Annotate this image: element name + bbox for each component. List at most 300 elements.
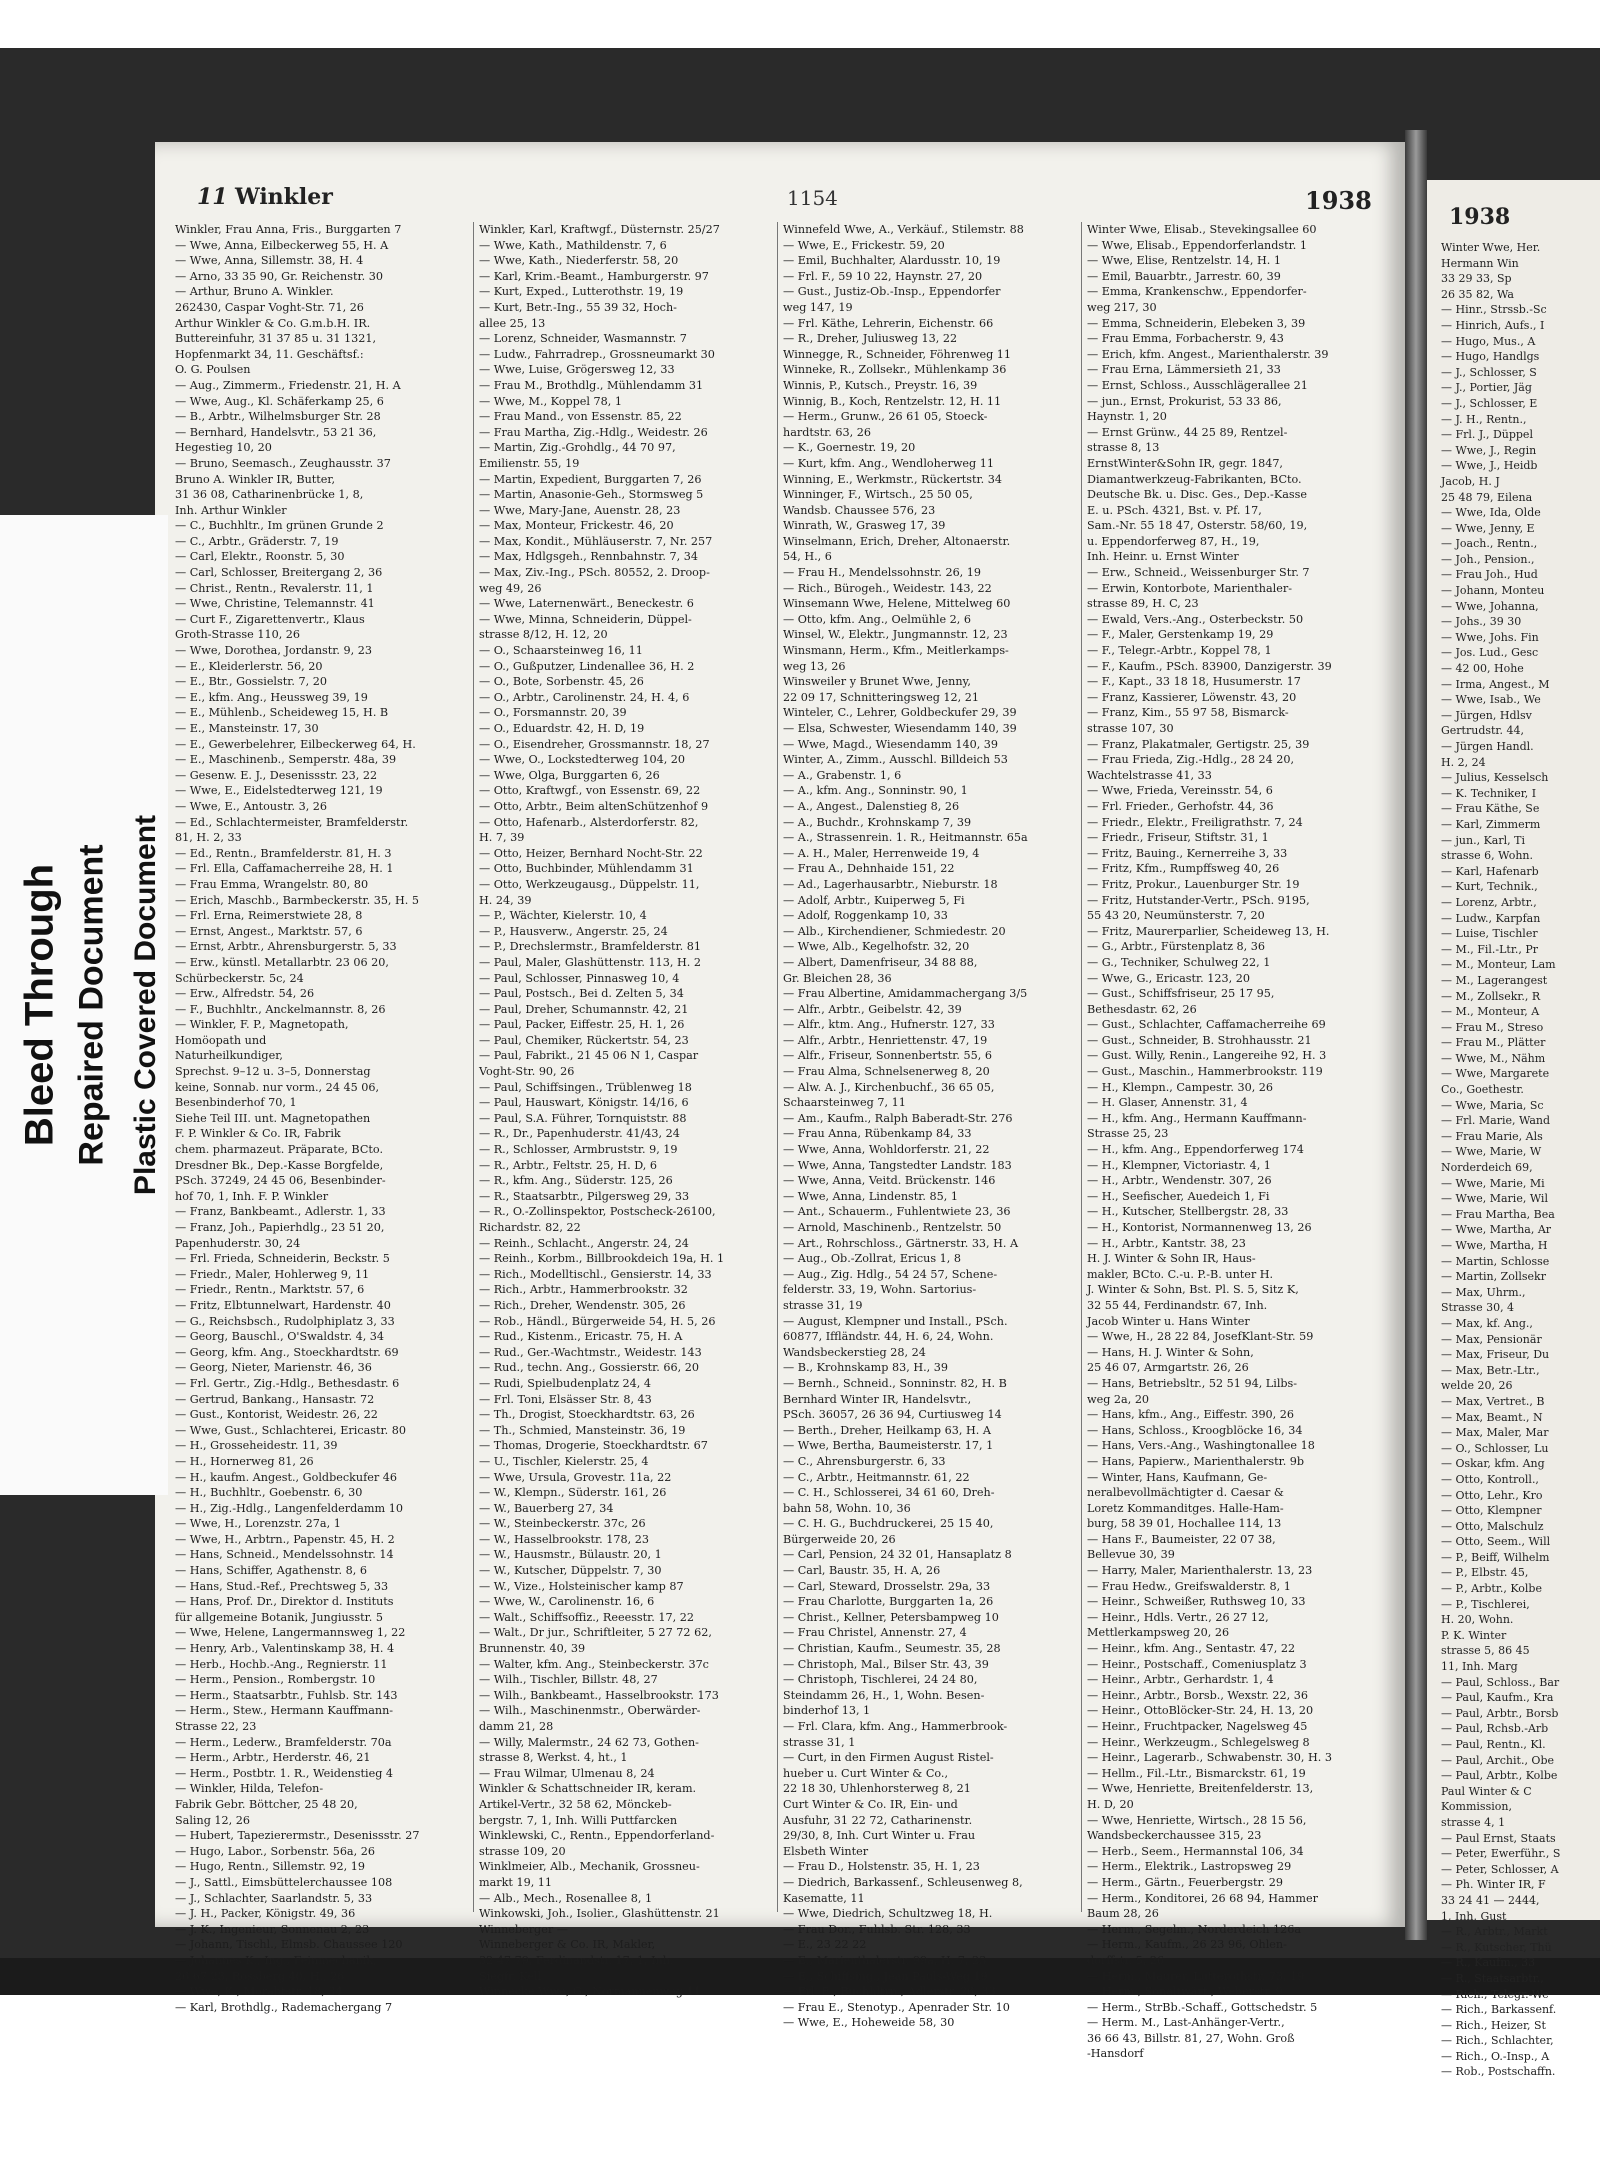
directory-entry: bergstr. 7, 1, Inh. Willi Puttfarcken <box>479 1813 678 1827</box>
facing-entry: — Joach., Rentn., <box>1441 537 1538 551</box>
directory-entry: Winsweiler y Brunet Wwe, Jenny, <box>783 675 971 689</box>
directory-entry: — Otto, Werkzeugausg., Düppelstr. 11, <box>479 877 700 891</box>
directory-entry: 60877, Iffländstr. 44, H. 6, 24, Wohn. <box>783 1330 994 1344</box>
directory-entry: H. 24, 39 <box>479 893 532 907</box>
directory-entry: — Curt, in den Firmen August Ristel- <box>783 1751 994 1765</box>
directory-entry: — Otto, Arbtr., Beim altenSchützenhof 9 <box>479 799 709 813</box>
directory-entry: — Wwe, E., Eidelstedterweg 121, 19 <box>175 784 383 798</box>
directory-entry: dorffstr. 5, 26 <box>1087 1953 1165 1967</box>
directory-entry: — Paul, Postsch., Bei d. Zelten 5, 34 <box>479 987 684 1001</box>
directory-entry: — Winter, Hans, Kaufmann, Ge- <box>1087 1470 1268 1484</box>
directory-entry: Emilienstr. 55, 19 <box>479 456 580 470</box>
facing-entry: — Max, Pensionär <box>1441 1332 1542 1346</box>
facing-entry: — Hinrich, Aufs., I <box>1441 318 1545 332</box>
directory-entry: Sam.-Nr. 55 18 47, Osterstr. 58/60, 19, <box>1087 519 1308 533</box>
facing-entry: Hermann Win <box>1441 256 1519 270</box>
directory-entry: strasse 31, 1 <box>783 1735 856 1749</box>
directory-entry: Winnis, P., Kutsch., Preystr. 16, 39 <box>783 378 978 392</box>
directory-entry: — Otto, Buchbinder, Mühlendamm 31 <box>479 862 694 876</box>
directory-entry: — Paul, Fabrikt., 21 45 06 N 1, Caspar <box>479 1049 699 1063</box>
directory-entry: — Aug., Zimmerm., Friedenstr. 21, H. A <box>175 378 401 392</box>
directory-entry: — Alfr., ktm. Ang., Hufnerstr. 127, 33 <box>783 1018 995 1032</box>
directory-entry: — Herm., Lederw., Bramfelderstr. 70a <box>175 1735 392 1749</box>
directory-entry: Winneke, R., Zollsekr., Mühlenkamp 36 <box>783 363 1007 377</box>
directory-entry: — O., Gußputzer, Lindenallee 36, H. 2 <box>479 659 695 673</box>
facing-entry: — Wwe, M., Nähm <box>1441 1051 1546 1065</box>
directory-entry: Dresdner Bk., Dep.-Kasse Borgfelde, <box>175 1158 384 1172</box>
directory-entry: Wachtelstrasse 41, 33 <box>1087 768 1212 782</box>
directory-entry: — Wwe, Minna, Schneiderin, Düppel- <box>479 612 692 626</box>
directory-entry: — A. H., Maler, Herrenweide 19, 4 <box>783 846 980 860</box>
page-header <box>155 142 1405 215</box>
directory-entry: Winsmann, Herm., Kfm., Meitlerkamps- <box>783 644 1009 658</box>
directory-entry: Saling 12, 26 <box>175 1813 250 1827</box>
facing-entry: Kommission, <box>1441 1800 1512 1814</box>
directory-entry: Deutsche Bk. u. Disc. Ges., Dep.-Kasse <box>1087 488 1307 502</box>
directory-entry: — Wwe, Henriette, Breitenfelderstr. 13, <box>1087 1782 1314 1796</box>
facing-entry: — Peter, Ewerführ., S <box>1441 1847 1561 1861</box>
directory-entry: — Wwe, Alb., Kegelhofstr. 32, 20 <box>783 940 970 954</box>
directory-entry: — Christ., Kellner, Petersbampweg 10 <box>783 1610 999 1624</box>
facing-entry: — Martin, Schlosse <box>1441 1254 1550 1268</box>
directory-entry: Steindamm 26, H., 1, Wohn. Besen- <box>783 1688 985 1702</box>
directory-entry: H. D, 20 <box>1087 1797 1134 1811</box>
directory-entry: 81, H. 2, 33 <box>175 831 242 845</box>
directory-entry: — Hans, Schloss., Kroogblöcke 16, 34 <box>1087 1423 1303 1437</box>
facing-entry: H. 20, Wohn. <box>1441 1613 1514 1627</box>
directory-entry: Winsel, W., Elektr., Jungmannstr. 12, 23 <box>783 628 1008 642</box>
directory-entry: — O., Eduardstr. 42, H. D, 19 <box>479 722 645 735</box>
directory-entry: — Heinr., Postschaff., Comeniusplatz 3 <box>1087 1657 1307 1671</box>
directory-entry: — Frl. Ella, Caffamacherreihe 28, H. 1 <box>175 862 394 876</box>
facing-entry: Winter Wwe, Her. <box>1441 241 1541 254</box>
facing-entry: 26 35 82, Wa <box>1441 287 1514 301</box>
directory-entry: Inh. Heinr. u. Ernst Winter <box>1087 550 1239 564</box>
directory-entry: — Kurt, Exped., Lutterothstr. 19, 19 <box>479 285 684 299</box>
directory-entry: Loretz Kommanditges. Halle-Ham- <box>1087 1501 1284 1515</box>
label-repaired: Repaired Document <box>72 844 111 1166</box>
directory-entry: — Reinh., Schlacht., Angerstr. 24, 24 <box>479 1236 689 1250</box>
directory-entry: — G., Reichsbsch., Rudolphiplatz 3, 33 <box>175 1314 395 1328</box>
directory-entry: — Aug., Zig. Hdlg., 54 24 57, Schene- <box>783 1267 998 1281</box>
directory-entry: — C. H. G., Buchdruckerei, 25 15 40, <box>783 1517 994 1531</box>
directory-entry: — Friedr., Friseur, Stiftstr. 31, 1 <box>1087 831 1269 845</box>
directory-entry: F. P. Winkler & Co. IR, Fabrik <box>175 1127 341 1141</box>
directory-entry: — Frau E., Stenotyp., Apenrader Str. 10 <box>783 2000 1010 2014</box>
directory-entry: Winselmann, Erich, Dreher, Altonaerstr. <box>783 534 1011 548</box>
directory-entry: hof 70, 1, Inh. F. P. Winkler <box>175 1189 329 1203</box>
column-divider <box>473 222 474 1912</box>
facing-entry: — P., Arbtr., Kolbe <box>1441 1582 1542 1596</box>
directory-entry: — Gesenw. E. J., Desenissstr. 23, 22 <box>175 768 378 782</box>
directory-entry: — Art., Rohrschloss., Gärtnerstr. 33, H. A <box>783 1236 1019 1250</box>
facing-entry: — Frl. J., Düppel <box>1441 428 1533 442</box>
directory-entry: weg 13, 26 <box>783 659 846 673</box>
directory-entry: — Herm., Gärtn., Feuerbergstr. 29 <box>1087 1875 1284 1889</box>
facing-entry: — Wwe, Martha, H <box>1441 1239 1548 1252</box>
directory-entry: — Wwe, E., Antoustr. 3, 26 <box>175 799 328 813</box>
directory-entry: — Frl. Erna, Reimerstwiete 28, 8 <box>175 909 363 923</box>
facing-entry: — jun., Karl, Ti <box>1441 833 1525 847</box>
directory-entry: — Herm., Pension., Rombergstr. 10 <box>175 1673 376 1687</box>
directory-entry: — P., Hausverw., Angerstr. 25, 24 <box>479 924 668 938</box>
directory-entry: — Adolf, Arbtr., Kuiperweg 5, Fi <box>783 893 965 907</box>
directory-entry: Winnig, B., Koch, Rentzelstr. 12, H. 11 <box>783 394 1002 408</box>
page-section-number: 11 <box>197 184 228 210</box>
directory-column-2 <box>479 222 769 1999</box>
directory-entry: — Gust., Schiffsfriseur, 25 17 95, <box>1087 987 1275 1001</box>
directory-entry: Winnegge, R., Schneider, Föhrenweg 11 <box>783 347 1012 361</box>
directory-entry: — Wwe, Anna, Wohldorferstr. 21, 22 <box>783 1143 990 1157</box>
directory-entry: — Rud., Kistenm., Ericastr. 75, H. A <box>479 1330 683 1344</box>
directory-entry: — Rudi, Spielbudenplatz 24, 4 <box>479 1376 652 1390</box>
directory-entry: — Frl. Toni, Elsässer Str. 8, 43 <box>479 1392 652 1406</box>
directory-entry: H. J. Winter & Sohn IR, Haus- <box>1087 1252 1256 1266</box>
directory-entry: strasse 8, 13 <box>1087 441 1160 455</box>
directory-entry: strasse 107, 30 <box>1087 722 1174 735</box>
facing-entry: — M., Lagerangest <box>1441 973 1548 987</box>
directory-entry: — Christoph, Mal., Bilser Str. 43, 39 <box>783 1657 989 1671</box>
facing-entry: — Joh., Pension., <box>1441 552 1535 566</box>
directory-entry: — Hubert, Tapezierermstr., Desenissstr. 27 <box>175 1829 420 1843</box>
directory-entry: — W., Steinbeckerstr. 37c, 26 <box>479 1517 646 1531</box>
facing-entry: — Rob., Postschaffn. <box>1441 2065 1556 2079</box>
facing-entry: — Johann, Monteu <box>1441 584 1545 598</box>
directory-entry: weg 49, 26 <box>479 581 542 595</box>
directory-entry: — E., Mansteinstr. 17, 30 <box>175 722 319 735</box>
label-plastic-covered: Plastic Covered Document <box>129 814 162 1196</box>
directory-entry: — Herb., Hochb.-Ang., Regnierstr. 11 <box>175 1657 388 1671</box>
directory-entry: — Georg, kfm. Ang., Stoeckhardtstr. 69 <box>175 1345 399 1359</box>
page-number: 1154 <box>787 186 838 210</box>
directory-entry: — Gust., Kontorist, Weidestr. 26, 22 <box>175 1408 378 1422</box>
directory-column-4 <box>1087 222 1387 2061</box>
directory-entry: — Hans, kfm., Ang., Eiffestr. 390, 26 <box>1087 1408 1295 1422</box>
directory-entry: — Rud., Ger.-Wachtmstr., Weidestr. 143 <box>479 1345 702 1359</box>
directory-entry: — Kurt, kfm. Ang., Wendloherweg 11 <box>783 456 994 470</box>
facing-entry: — Frl. Marie, Wand <box>1441 1114 1551 1128</box>
directory-entry: Winter, A., Zimm., Ausschl. Billdeich 53 <box>783 753 1008 767</box>
directory-entry: — Wwe, Frieda, Vereinsstr. 54, 6 <box>1087 784 1273 798</box>
directory-entry: — Frau H., Mendelssohnstr. 26, 19 <box>783 566 982 580</box>
facing-entry: — Frau Käthe, Se <box>1441 802 1540 816</box>
directory-entry: weg 147, 19 <box>783 300 853 314</box>
directory-entry: felderstr. 33, 19, Wohn. Sartorius- <box>783 1283 977 1297</box>
directory-entry: — J., Schlachter, Saarlandstr. 5, 33 <box>175 1891 373 1905</box>
directory-entry: — Bernhard, Handelsvtr., 53 21 36, <box>175 425 377 439</box>
directory-entry: — Harry, Maler, Marienthalerstr. 13, 23 <box>1087 1564 1313 1578</box>
directory-entry: — Wwe, Kath., Mathildenstr. 7, 6 <box>479 238 667 252</box>
directory-entry: Hegestieg 10, 20 <box>175 441 272 455</box>
directory-entry: — R., O.-Zollinspektor, Postscheck-26100, <box>479 1205 716 1219</box>
directory-entry: strasse 31, 19 <box>783 1298 863 1312</box>
directory-entry: — H., Seefischer, Auedeich 1, Fi <box>1087 1189 1270 1203</box>
directory-entry: — Herm., Sonaltwärt., Weberstr. 9 <box>1087 1985 1283 1999</box>
directory-entry: — Herm. M., Last-Anhänger-Vertr., <box>1087 2016 1285 2030</box>
page-year: 1938 <box>1305 186 1372 215</box>
directory-entry: Winklmeier, Alb., Mechanik, Grossneu- <box>479 1860 700 1874</box>
directory-entry: — Erw., Alfredstr. 54, 26 <box>175 987 315 1001</box>
facing-entry: — Ludw., Karpfan <box>1441 911 1541 925</box>
directory-entry: Haynstr. 1, 20 <box>1087 410 1167 424</box>
directory-entry: Winklewski, C., Rentn., Eppendorferland- <box>479 1829 715 1843</box>
directory-entry: — Fritz, Kfm., Rumpffsweg 40, 26 <box>1087 862 1280 876</box>
directory-entry: — Paul, Dreher, Schumannstr. 42, 21 <box>479 1002 689 1016</box>
facing-page-year: 1938 <box>1449 204 1511 230</box>
directory-entry: damm 21, 28 <box>479 1720 554 1733</box>
directory-column-3 <box>783 222 1073 2030</box>
facing-entry: — Otto, Klempner <box>1441 1504 1542 1518</box>
directory-entry: — Arnold, Maschinenb., Rentzelstr. 50 <box>783 1221 1002 1234</box>
directory-entry: — Ant., Schauerm., Fuhlentwiete 23, 36 <box>783 1205 1011 1219</box>
directory-entry: — Otto, Heizer, Bernhard Nocht-Str. 22 <box>479 846 703 860</box>
directory-entry: neralbevollmächtigter d. Caesar & <box>1087 1486 1284 1500</box>
directory-entry: Bethesdastr. 62, 26 <box>1087 1002 1197 1016</box>
directory-entry: — Heinr., Schweißer, Ruthsweg 10, 33 <box>1087 1595 1306 1609</box>
directory-entry: — Ernst, Arbtr., Ahrensburgerstr. 5, 33 <box>175 940 397 954</box>
directory-entry: — Thomas, Drogerie, Stoeckhardtstr. 67 <box>479 1439 708 1453</box>
facing-entry: — Wwe, Ida, Olde <box>1441 506 1541 520</box>
directory-entry: — Am., Kaufm., Ralph Baberadt-Str. 276 <box>783 1111 1013 1125</box>
directory-entry: — Adolf, Roggenkamp 10, 33 <box>783 909 948 923</box>
directory-entry: — Wwe, Helene, Langermannsweg 1, 22 <box>175 1626 406 1640</box>
directory-entry: — Frau Albertine, Amidammachergang 3/5 <box>783 987 1028 1001</box>
scan-top-margin <box>0 0 1600 48</box>
directory-entry: — Wwe, Luise, Grögersweg 12, 33 <box>479 363 675 377</box>
directory-entry: — Gust., Justiz-Ob.-Insp., Eppendorfer <box>783 285 1001 299</box>
directory-entry: — Albert, Damenfriseur, 34 88 88, <box>783 955 978 969</box>
directory-entry: — H., Hornerweg 81, 26 <box>175 1454 314 1468</box>
directory-entry: — W., Kutscher, Düppelstr. 7, 30 <box>479 1564 662 1578</box>
directory-entry: — R., Dr., Papenhuderstr. 41/43, 24 <box>479 1127 680 1141</box>
facing-entry: Norderdeich 69, <box>1441 1161 1533 1175</box>
directory-entry: — Erw., künstl. Metallarbtr. 23 06 20, <box>175 955 389 969</box>
directory-entry: — Emma, Krankenschw., Eppendorfer- <box>1087 285 1307 299</box>
directory-entry: Brunnenstr. 40, 39 <box>479 1642 586 1656</box>
directory-entry: — H., kfm. Ang., Hermann Kauffmann- <box>1087 1111 1307 1125</box>
directory-entry: — C., Buchhltr., Im grünen Grunde 2 <box>175 519 384 533</box>
directory-entry: — C., Arbtr., Gräderstr. 7, 19 <box>175 534 339 548</box>
directory-entry: — Erich, kfm. Angest., Marienthalerstr. 39 <box>1087 347 1329 361</box>
facing-entry: — Hinr., Strssb.-Sc <box>1441 303 1547 317</box>
directory-entry: Winkowski, Joh., Isolier., Glashüttenstr. 21 <box>479 1907 720 1921</box>
directory-entry: — Walt., Dr jur., Schriftleiter, 5 27 72 62, <box>479 1626 712 1640</box>
facing-entry: — Frau M., Streso <box>1441 1020 1544 1034</box>
facing-entry: — R., Staatsarbtr., <box>1441 1971 1544 1985</box>
facing-entry: — Paul, Schloss., Bar <box>1441 1675 1560 1689</box>
directory-entry: — Herm., Stew., Hermann Kauffmann- <box>175 1704 394 1718</box>
directory-entry: — B., Krohnskamp 83, H., 39 <box>783 1361 949 1375</box>
directory-entry: — Paul, Packer, Eiffestr. 25, H. 1, 26 <box>479 1018 685 1032</box>
directory-entry: — Wwe, G., Ericastr. 123, 20 <box>1087 971 1250 985</box>
directory-entry: — H., Klempn., Campestr. 30, 26 <box>1087 1080 1274 1094</box>
directory-entry: 22 18 30, Uhlenhorsterweg 8, 21 <box>783 1782 971 1796</box>
directory-entry: — E., 23 22 22 <box>783 1938 867 1952</box>
directory-entry: — E., kfm. Ang., Heussweg 39, 19 <box>175 690 368 704</box>
facing-entry: — Hugo, Mus., A <box>1441 334 1536 348</box>
facing-entry: — J. H., Rentn., <box>1441 412 1527 426</box>
directory-entry: — Heinr., Hdls. Vertr., 26 27 12, <box>1087 1610 1269 1624</box>
directory-entry: 55 43 20, Neumünsterstr. 7, 20 <box>1087 909 1265 923</box>
directory-entry: — Wwe, Dorothea, Jordanstr. 9, 23 <box>175 644 372 658</box>
directory-entry: — Frau Anna, Rübenkamp 84, 33 <box>783 1127 972 1141</box>
directory-entry: — Herm., Arbtr., Herderstr. 46, 21 <box>175 1751 371 1765</box>
directory-entry: — Alfr., Arbtr., Henriettenstr. 47, 19 <box>783 1033 988 1047</box>
directory-entry: Sprechst. 9–12 u. 3–5, Donnerstag <box>175 1065 371 1079</box>
directory-entry: — A., Angest., Dalenstieg 8, 26 <box>783 799 960 813</box>
directory-entry: — Franz, Kassierer, Löwenstr. 43, 20 <box>1087 690 1297 704</box>
facing-entry: — Rich., Telegr.-We <box>1441 1987 1549 2001</box>
facing-entry: — Max, Uhrm., <box>1441 1285 1526 1299</box>
directory-entry: — Frau D., Holstenstr. 35, H. 1, 23 <box>783 1860 980 1874</box>
directory-entry: — R., Staatsarbtr., Pilgersweg 29, 33 <box>479 1189 690 1203</box>
directory-entry: — G., Arbtr., Fürstenplatz 8, 36 <box>1087 940 1266 954</box>
facing-entry: — Max, Friseur, Du <box>1441 1348 1550 1362</box>
directory-entry: Hopfenmarkt 34, 11. Geschäftsf.: <box>175 347 364 361</box>
directory-entry: — E., Mühlenb., Scheideweg 15, H. B <box>175 706 389 720</box>
directory-entry: — Wwe, Anna, Tangstedter Landstr. 183 <box>783 1158 1012 1172</box>
facing-entry: — Wwe, Martha, Ar <box>1441 1223 1552 1237</box>
directory-entry: — Georg, Nieter, Marienstr. 46, 36 <box>175 1361 372 1375</box>
directory-entry: — W., Vize., Holsteinischer kamp 87 <box>479 1579 684 1593</box>
facing-entry: — Ph. Winter IR, F <box>1441 1878 1546 1892</box>
directory-entry: — Max, Hdlgsgeh., Rennbahnstr. 7, 34 <box>479 550 698 564</box>
directory-entry: — A., Grabenstr. 1, 6 <box>783 768 902 782</box>
directory-entry: — R., Arbtr., Feltstr. 25, H. D, 6 <box>479 1158 658 1172</box>
facing-entry: Co., Goethestr. <box>1441 1083 1524 1097</box>
directory-entry: Diamantwerkzeug-Fabrikanten, BCto. <box>1087 472 1302 486</box>
directory-entry: — Martin, Zig.-Grohdlg., 44 70 97, <box>479 441 676 455</box>
directory-entry: — Frl. Frieda, Schneiderin, Beckstr. 5 <box>175 1252 390 1266</box>
directory-entry: — Wwe, Magd., Wiesendamm 140, 39 <box>783 737 999 751</box>
directory-entry: — Lorenz, Schneider, Wasmannstr. 7 <box>479 332 687 346</box>
directory-entry: hueber u. Curt Winter & Co., <box>783 1766 949 1780</box>
directory-entry: — Christian, Kaufm., Seumestr. 35, 28 <box>783 1642 1001 1656</box>
directory-entry: — Herm., Konditorei, 26 68 94, Hammer <box>1087 1891 1318 1905</box>
facing-entry: — R., Kutscher, Thü <box>1441 1940 1552 1954</box>
directory-entry: — C., Ahrensburgerstr. 6, 33 <box>783 1454 946 1468</box>
directory-entry: — Walt., Schiffsoffiz., Reeesstr. 17, 22 <box>479 1610 694 1624</box>
directory-entry: — Wwe, Bertha, Baumeisterstr. 17, 1 <box>783 1439 994 1453</box>
directory-entry: — Hans, Schiffer, Agathenstr. 8, 6 <box>175 1564 367 1578</box>
directory-entry: — J. K., Ingenieur, Sonnenau 2, 23 <box>175 1922 370 1936</box>
directory-entry: — Martin, Anasonie-Geh., Stormsweg 5 <box>479 488 704 502</box>
directory-entry: Arthur Winkler & Co. G.m.b.H. IR. <box>175 316 371 330</box>
directory-entry: Bellevue 30, 39 <box>1087 1548 1175 1562</box>
facing-entry: — Julius, Kesselsch <box>1441 771 1549 785</box>
facing-entry: — Otto, Seem., Will <box>1441 1535 1551 1549</box>
facing-entry: welde 20, 26 <box>1441 1379 1513 1393</box>
directory-entry: weg 2a, 20 <box>1087 1392 1150 1406</box>
directory-entry: — Ernst, Schloss., Ausschlägerallee 21 <box>1087 378 1308 392</box>
directory-entry: — Herm., Staatsarbtr., Fuhlsb. Str. 143 <box>175 1688 398 1702</box>
directory-entry: — Franz, Plakatmaler, Gertigstr. 25, 39 <box>1087 737 1310 751</box>
directory-entry: — Wilh., Maschinenmstr., Oberwärder- <box>479 1704 701 1718</box>
directory-entry: Winteler, C., Lehrer, Goldbeckufer 29, 39 <box>783 706 1017 720</box>
directory-entry: Winkler, Frau Anna, Fris., Burggarten 7 <box>175 223 402 236</box>
directory-entry: — Frau Erna, Lämmersieth 21, 33 <box>1087 363 1281 377</box>
directory-entry: — Frl. Gertr., Zig.-Hdlg., Bethesdastr. 6 <box>175 1376 400 1390</box>
facing-entry: — Max, Beamt., N <box>1441 1410 1543 1424</box>
facing-entry: 11, Inh. Marg <box>1441 1660 1518 1674</box>
directory-entry: — Ernst Grünw., 44 25 89, Rentzel- <box>1087 425 1288 439</box>
directory-entry: — H. Glaser, Annenstr. 31, 4 <box>1087 1096 1248 1110</box>
directory-entry: — Christ., Rentn., Revalerstr. 11, 1 <box>175 581 374 595</box>
facing-entry: — Wwe, Margarete <box>1441 1067 1550 1081</box>
directory-entry: Winneberger — <box>479 1922 568 1936</box>
directory-entry: — Hans, Betriebsltr., 52 51 94, Lilbs- <box>1087 1376 1298 1390</box>
directory-entry: — Wwe, Christine, Telemannstr. 41 <box>175 597 375 611</box>
directory-entry: — Herm., Segelm., Norderdeich 126a <box>1087 1922 1302 1936</box>
directory-entry: — Wwe, Diedrich, Schultzweg 18, H. <box>783 1907 993 1921</box>
directory-entry: — Ludw., Fahrradrep., Grossneumarkt 30 <box>479 347 715 361</box>
facing-entry: — Max, Vertret., B <box>1441 1394 1545 1408</box>
directory-entry: — Rob., Händl., Bürgerweide 54, H. 5, 26 <box>479 1314 716 1328</box>
facing-entry: strasse 5, 86 45 <box>1441 1644 1530 1658</box>
directory-entry: — Paul, Schlosser, Pinnasweg 10, 4 <box>479 971 680 985</box>
facing-page <box>1427 180 1600 2079</box>
directory-entry: — Friedr., Maler, Hohlerweg 9, 11 <box>175 1267 370 1281</box>
directory-entry: — Rud., techn. Ang., Gossierstr. 66, 20 <box>479 1361 699 1375</box>
directory-entry: Wandsbeckerstieg 28, 24 <box>783 1345 926 1359</box>
facing-entry: 33 29 33, Sp <box>1441 272 1512 286</box>
directory-entry: — Wwe, Ursula, Grovestr. 11a, 22 <box>479 1470 672 1484</box>
directory-entry: — Otto, Kraftwgf., von Essenstr. 69, 22 <box>479 784 701 798</box>
directory-entry: — A., Strassenrein. 1. R., Heitmannstr. 65a <box>783 831 1028 845</box>
facing-entry: — Wwe, J., Heidb <box>1441 459 1538 473</box>
directory-entry: — Christoph, Tischlerei, 24 24 80, <box>783 1673 978 1687</box>
facing-entry: Strasse 30, 4 <box>1441 1301 1515 1315</box>
directory-entry: burg, 58 39 01, Hochallee 114, 13 <box>1087 1517 1282 1531</box>
directory-entry: — A., Buchdr., Krohnskamp 7, 39 <box>783 815 972 829</box>
facing-entry: — Max, kf. Ang., <box>1441 1316 1533 1330</box>
facing-entry: — P., Tischlerei, <box>1441 1597 1530 1611</box>
directory-entry: — Arthur, Bruno A. Winkler. <box>175 285 334 299</box>
directory-entry: — Th., Drogist, Stoeckhardtstr. 63, 26 <box>479 1408 695 1422</box>
directory-entry: chem. pharmazeut. Präparate, BCto. <box>175 1143 384 1157</box>
facing-entry: H. 2, 24 <box>1441 755 1486 769</box>
directory-entry: — Paul, Chemiker, Rückertstr. 54, 23 <box>479 1033 689 1047</box>
directory-entry: — B., Arbtr., Wilhelmsburger Str. 28 <box>175 410 381 424</box>
directory-entry: — Paul, Hauswart, Königstr. 14/16, 6 <box>479 1096 689 1110</box>
directory-entry: — Heinr., kfm. Ang., Sentastr. 47, 22 <box>1087 1642 1296 1656</box>
directory-entry: — F., Maler, Gerstenkamp 19, 29 <box>1087 628 1274 642</box>
directory-entry: — Wwe, Aug., Kl. Schäferkamp 25, 6 <box>175 394 384 408</box>
directory-entry: Winkler & Schattschneider IR, keram. <box>479 1782 697 1796</box>
directory-entry: — Reinh., Korbm., Billbrookdeich 19a, H. 1 <box>479 1252 725 1266</box>
directory-entry: — Frau A., Dehnhaide 151, 22 <box>783 862 955 876</box>
book-spine <box>1405 130 1427 1940</box>
facing-entry: — Jos. Lud., Gesc <box>1441 646 1539 660</box>
directory-entry: weg 217, 30 <box>1087 300 1157 314</box>
directory-entry: — J. H., Packer, Königstr. 49, 36 <box>175 1907 356 1921</box>
directory-entry: — Wwe, Olga, Burggarten 6, 26 <box>479 768 660 782</box>
directory-entry: — F., Kapt., 33 18 18, Husumerstr. 17 <box>1087 675 1301 689</box>
directory-entry: — jun., Ernst, Prokurist, 53 33 86, <box>1087 394 1282 408</box>
directory-entry: — E., Schiffsing., Jean Pauls-Weg 19 <box>783 1969 988 1983</box>
directory-entry: — W., Bauerberg 27, 34 <box>479 1501 614 1515</box>
directory-entry: 32 55 44, Ferdinandstr. 67, Inh. <box>1087 1298 1268 1312</box>
directory-entry: — O., Eisendreher, Grossmannstr. 18, 27 <box>479 737 710 751</box>
directory-entry: — Fritz, Hutstander-Vertr., PSch. 9195, <box>1087 893 1310 907</box>
directory-entry: Elsbeth Winter <box>783 1844 869 1858</box>
directory-entry: PSch. 36057, 26 36 94, Curtiusweg 14 <box>783 1408 1002 1422</box>
directory-entry: Bürgerweide 20, 26 <box>783 1532 896 1546</box>
facing-entry: — K. Techniker, I <box>1441 786 1537 800</box>
directory-entry: — Frau Wilmar, Ulmenau 8, 24 <box>479 1766 655 1780</box>
directory-entry: strasse 8/12, H. 12, 20 <box>479 628 608 642</box>
directory-entry: Papenhuderstr. 30, 24 <box>175 1236 301 1250</box>
